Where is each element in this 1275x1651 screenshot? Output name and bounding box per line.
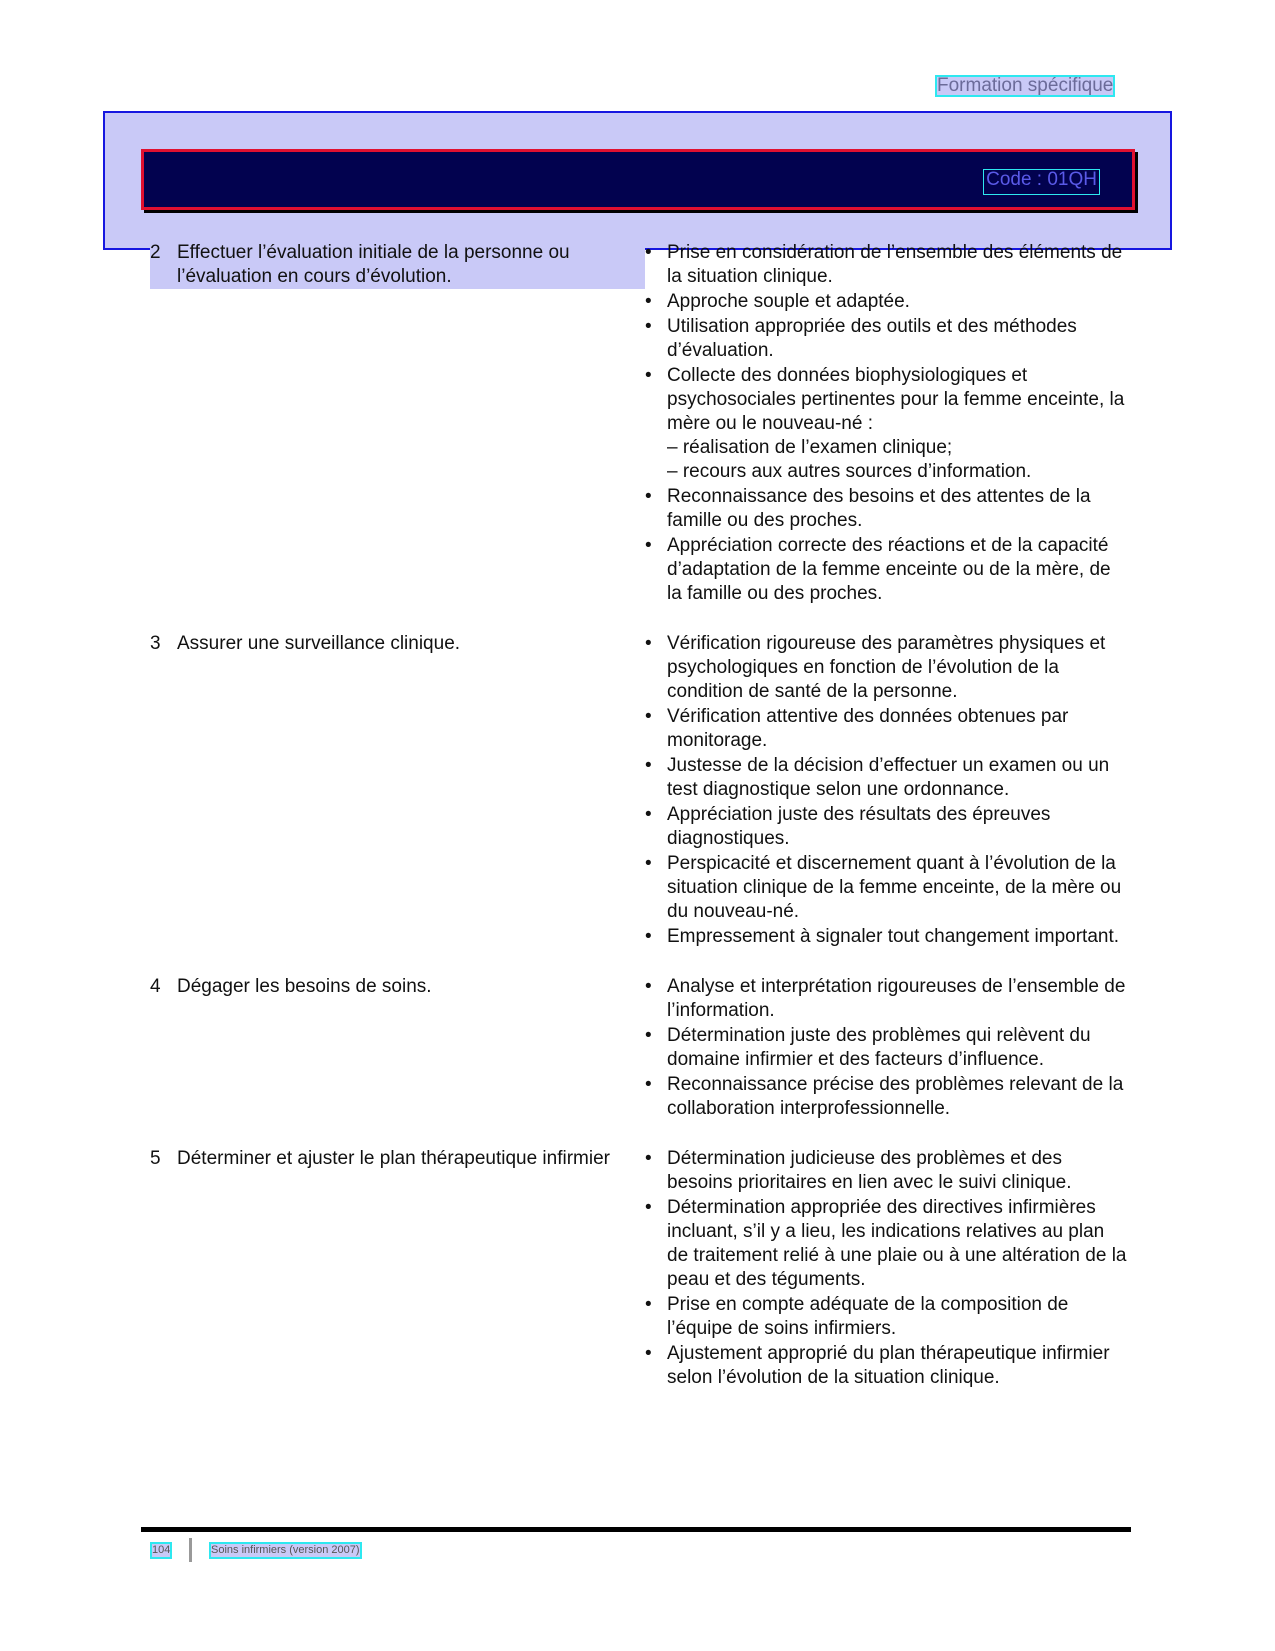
code-label: Code : 01QH (983, 169, 1100, 195)
bullet-icon: • (645, 1197, 652, 1218)
bullet-icon: • (645, 316, 652, 337)
criterion-text: Ajustement approprié du plan thérapeutique infirmier selon l’évolution de la situation clinique. (667, 1343, 1110, 1388)
criterion-text: Appréciation correcte des réactions et de la capacité d’adaptation de la femme enceinte ou de la mère, de la famille ou des proches. (667, 535, 1111, 604)
bullet-icon: • (645, 1294, 652, 1315)
bullet-icon: • (645, 804, 652, 825)
criterion-text: Utilisation appropriée des outils et des méthodes d’évaluation. (667, 316, 1077, 361)
bullet-icon: • (645, 535, 652, 556)
bullet-icon: • (645, 853, 652, 874)
bullet-icon: • (645, 486, 652, 507)
criterion-text: Perspicacité et discernement quant à l’évolution de la situation clinique de la femme enceinte, de la mère ou du nouveau-né. (667, 853, 1122, 922)
element-text: Déterminer et ajuster le plan thérapeutique infirmier (177, 1148, 610, 1169)
list-item (645, 241, 1130, 289)
bullet-icon: • (645, 365, 652, 386)
bullet-icon: • (645, 1148, 652, 1169)
criteria-list (645, 1147, 1130, 1390)
footer-rule (141, 1527, 1131, 1532)
criterion-text: Détermination judicieuse des problèmes et des besoins prioritaires en lien avec le suivi clinique. (667, 1148, 1072, 1193)
element-text: Dégager les besoins de soins. (177, 976, 432, 997)
criterion-text: Reconnaissance précise des problèmes relevant de la collaboration interprofessionnelle. (667, 1074, 1124, 1119)
criterion-text: Approche souple et adaptée. (667, 291, 910, 312)
bullet-icon: • (645, 926, 652, 947)
list-item (645, 1147, 1130, 1195)
list-item (645, 1196, 1130, 1292)
criterion-text: Prise en compte adéquate de la composition de l’équipe de soins infirmiers. (667, 1294, 1069, 1339)
element-cell (150, 1147, 645, 1171)
bullet-icon: • (645, 1074, 652, 1095)
element-cell (150, 632, 645, 656)
list-item (645, 1073, 1130, 1121)
element-text: Effectuer l’évaluation initiale de la personne ou l’évaluation en cours d’évolution. (177, 242, 570, 287)
criteria-list (645, 975, 1130, 1121)
criterion-text: Collecte des données biophysiologiques et psychosociales pertinentes pour la femme enceinte, la mère ou le nouveau-né : (667, 365, 1125, 434)
criterion-text: Appréciation juste des résultats des épreuves diagnostiques. (667, 804, 1051, 849)
criterion-text: Prise en considération de l’ensemble des éléments de la situation clinique. (667, 242, 1123, 287)
page-number: 104 (150, 1542, 172, 1559)
list-item (645, 803, 1130, 851)
element-number: 5 (150, 1148, 161, 1169)
bullet-icon: • (645, 291, 652, 312)
table-row (150, 632, 1130, 949)
element-number: 2 (150, 242, 161, 263)
table-row (150, 1147, 1130, 1390)
list-item (645, 1293, 1130, 1341)
list-item (645, 1024, 1130, 1072)
criterion-text: Vérification rigoureuse des paramètres physiques et psychologiques en fonction de l’évolution de la condition de santé de la personne. (667, 633, 1106, 702)
criterion-text: Empressement à signaler tout changement important. (667, 926, 1120, 947)
element-number: 4 (150, 976, 161, 997)
criterion-text: Détermination appropriée des directives infirmières incluant, s’il y a lieu, les indications relatives au plan de traitement relié à une plaie ou à une altération de la peau et des téguments. (667, 1197, 1127, 1290)
footer-separator (189, 1538, 192, 1562)
list-item (645, 485, 1130, 533)
list-item (645, 534, 1130, 606)
list-item (645, 754, 1130, 802)
criterion-text: Analyse et interprétation rigoureuses de l’ensemble de l’information. (667, 976, 1126, 1021)
criteria-list (645, 241, 1130, 606)
element-text: Assurer une surveillance clinique. (177, 633, 461, 654)
bullet-icon: • (645, 755, 652, 776)
list-item (645, 852, 1130, 924)
criterion-text: Vérification attentive des données obtenues par monitorage. (667, 706, 1069, 751)
list-item (645, 315, 1130, 363)
code-banner (141, 149, 1135, 210)
bullet-icon: • (645, 1343, 652, 1364)
table-row (150, 241, 1130, 606)
list-item (645, 290, 1130, 314)
element-number: 3 (150, 633, 161, 654)
list-item (645, 632, 1130, 704)
element-cell (150, 975, 645, 999)
criteria-list (645, 632, 1130, 949)
bullet-icon: • (645, 1025, 652, 1046)
list-item (645, 975, 1130, 1023)
bullet-icon: • (645, 706, 652, 727)
running-title: Formation spécifique (937, 75, 1114, 96)
sub-item: – réalisation de l’examen clinique; (667, 437, 953, 458)
bullet-icon: • (645, 976, 652, 997)
list-item (645, 705, 1130, 753)
element-cell (150, 241, 645, 289)
criterion-text: Reconnaissance des besoins et des attentes de la famille ou des proches. (667, 486, 1091, 531)
bullet-icon: • (645, 242, 652, 263)
list-item (645, 364, 1130, 484)
list-item (645, 925, 1130, 949)
criterion-text: Détermination juste des problèmes qui relèvent du domaine infirmier et des facteurs d’influence. (667, 1025, 1091, 1070)
criterion-text: Justesse de la décision d’effectuer un examen ou un test diagnostique selon une ordonnance. (667, 755, 1110, 800)
bullet-icon: • (645, 633, 652, 654)
sub-item: – recours aux autres sources d’information. (667, 461, 1032, 482)
list-item (645, 1342, 1130, 1390)
footer-document-title: Soins infirmiers (version 2007) (209, 1542, 362, 1559)
table-row (150, 975, 1130, 1121)
competency-table (150, 225, 1130, 1406)
